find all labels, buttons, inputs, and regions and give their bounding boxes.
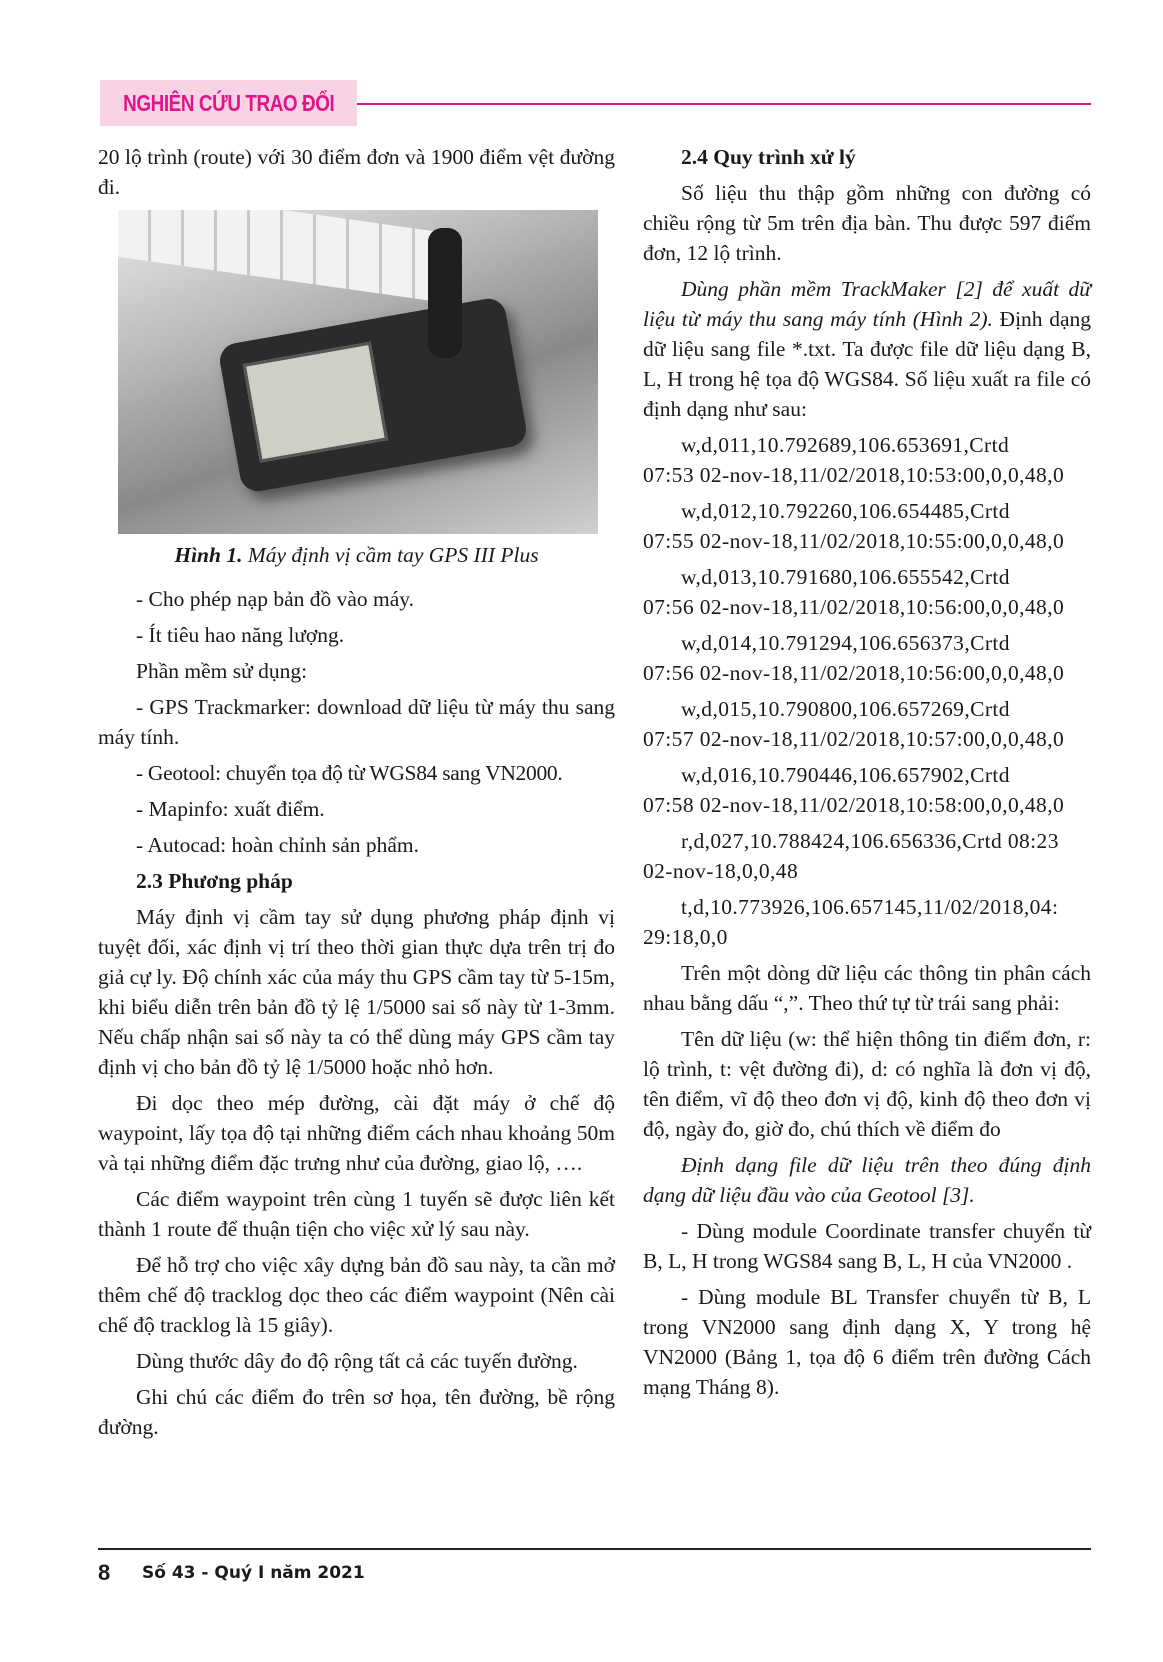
paragraph: Dùng thước dây đo độ rộng tất cả các tuyến đường. (136, 1349, 578, 1373)
data-line: w,d,016,10.790446,106.657902,Crtd (681, 763, 1010, 787)
paragraph: Tên dữ liệu (w: thể hiện thông tin điểm đơn, r: lộ trình, t: vệt đường đi), d: có nghĩa là đơn vị độ, tên điểm, vĩ độ theo đơn vị độ, kinh độ theo đơn vị độ, ngày đo, giờ đo, chú thích về điểm đo (643, 1027, 1091, 1141)
paragraph-italic: Dùng phần mềm TrackMaker [2] để xuất dữ liệu từ máy thu sang máy tính (Hình 2). (643, 277, 1091, 331)
footer-rule (98, 1548, 1091, 1550)
data-line: 02-nov-18,0,0,48 (643, 859, 799, 883)
page-number: 8 (98, 1560, 111, 1585)
list-item: - Geotool: chuyển tọa độ từ WGS84 sang VN2000. (136, 761, 563, 785)
section-heading: 2.4 Quy trình xử lý (681, 145, 856, 169)
header-rule (357, 103, 1091, 105)
gps-device-photo (118, 210, 598, 534)
left-column (98, 142, 615, 1448)
data-line: w,d,012,10.792260,106.654485,Crtd (681, 499, 1010, 523)
data-line: 07:55 02-nov-18,11/02/2018,10:55:00,0,0,48,0 (643, 529, 1065, 553)
data-line: w,d,013,10.791680,106.655542,Crtd (681, 565, 1010, 589)
paragraph: Ghi chú các điểm đo trên sơ họa, tên đường, bề rộng đường. (98, 1385, 615, 1439)
caption-text: Máy định vị cầm tay GPS III Plus (242, 543, 539, 567)
paragraph-italic: Định dạng file dữ liệu trên theo đúng định dạng dữ liệu đầu vào của Geotool [3]. (643, 1153, 1091, 1207)
section-heading: 2.3 Phương pháp (136, 869, 293, 893)
data-line: w,d,015,10.790800,106.657269,Crtd (681, 697, 1010, 721)
data-line: r,d,027,10.788424,106.656336,Crtd 08:23 (681, 829, 1059, 853)
list-item: - Cho phép nạp bản đồ vào máy. (136, 587, 415, 611)
data-sample (643, 430, 1091, 952)
data-line: 07:56 02-nov-18,11/02/2018,10:56:00,0,0,48,0 (643, 595, 1065, 619)
data-line: 07:56 02-nov-18,11/02/2018,10:56:00,0,0,48,0 (643, 661, 1065, 685)
data-line: w,d,014,10.791294,106.656373,Crtd (681, 631, 1010, 655)
list-item: - GPS Trackmarker: download dữ liệu từ máy thu sang máy tính. (98, 695, 615, 749)
paragraph: Số liệu thu thập gồm những con đường có chiều rộng từ 5m trên địa bàn. Thu được 597 điểm đơn, 12 lộ trình. (643, 181, 1091, 265)
paragraph: Định dạng dữ liệu sang file *.txt. Ta được file dữ liệu dạng B, L, H trong hệ tọa độ WGS84. Số liệu xuất ra file có định dạng như sau: (643, 307, 1091, 421)
paragraph: - Dùng module BL Transfer chuyển từ B, L trong VN2000 sang định dạng X, Y trong hệ VN2000 (Bảng 1, tọa độ 6 điểm trên đường Cách mạng Tháng 8). (643, 1285, 1091, 1399)
data-line: t,d,10.773926,106.657145,11/02/2018,04: (681, 895, 1059, 919)
caption-label: Hình 1. (174, 543, 243, 567)
section-title: NGHIÊN CỨU TRAO ĐỔI (122, 89, 335, 116)
paragraph: Đi dọc theo mép đường, cài đặt máy ở chế độ waypoint, lấy tọa độ tại những điểm cách nhau khoảng 50m và tại những điểm đặc trưng như của đường, giao lộ, …. (98, 1091, 615, 1175)
section-header (100, 80, 357, 126)
list-item: - Autocad: hoàn chỉnh sản phẩm. (136, 833, 420, 857)
paragraph: Máy định vị cầm tay sử dụng phương pháp định vị tuyệt đối, xác định vị trí theo thời gian thực dựa trên trị đo giả cự ly. Độ chính xác của máy thu GPS cầm tay từ 5-15m, khi biểu diễn trên bản đồ tỷ lệ 1/5000 sai số này từ 1-3mm. Nếu chấp nhận sai số này ta có thể dùng máy GPS cầm tay định vị cho bản đồ tỷ lệ 1/5000 hoặc nhỏ hơn. (98, 905, 615, 1079)
data-line: w,d,011,10.792689,106.653691,Crtd (681, 433, 1010, 457)
issue-label: Số 43 - Quý I năm 2021 (142, 1563, 365, 1583)
paragraph: Để hỗ trợ cho việc xây dựng bản đồ sau này, ta cần mở thêm chế độ tracklog dọc theo các điểm waypoint (Nên cài chế độ tracklog là 15 giây). (98, 1253, 615, 1337)
data-line: 07:58 02-nov-18,11/02/2018,10:58:00,0,0,48,0 (643, 793, 1065, 817)
list-item: Phần mềm sử dụng: (136, 659, 308, 683)
data-line: 07:57 02-nov-18,11/02/2018,10:57:00,0,0,48,0 (643, 727, 1065, 751)
paragraph: 20 lộ trình (route) với 30 điểm đơn và 1900 điểm vệt đường đi. (98, 145, 615, 199)
data-line: 07:53 02-nov-18,11/02/2018,10:53:00,0,0,48,0 (643, 463, 1065, 487)
list-item: - Mapinfo: xuất điểm. (136, 797, 325, 821)
paragraph: - Dùng module Coordinate transfer chuyển từ B, L, H trong WGS84 sang B, L, H của VN2000 . (643, 1219, 1091, 1273)
data-line: 29:18,0,0 (643, 925, 728, 949)
paragraph: Các điểm waypoint trên cùng 1 tuyến sẽ được liên kết thành 1 route để thuận tiện cho việc xử lý sau này. (98, 1187, 615, 1241)
paragraph: Trên một dòng dữ liệu các thông tin phân cách nhau bằng dấu “,”. Theo thứ tự từ trái sang phải: (643, 961, 1091, 1015)
figure-caption (98, 540, 615, 570)
list-item: - Ít tiêu hao năng lượng. (136, 623, 345, 647)
right-column (643, 142, 1091, 1408)
